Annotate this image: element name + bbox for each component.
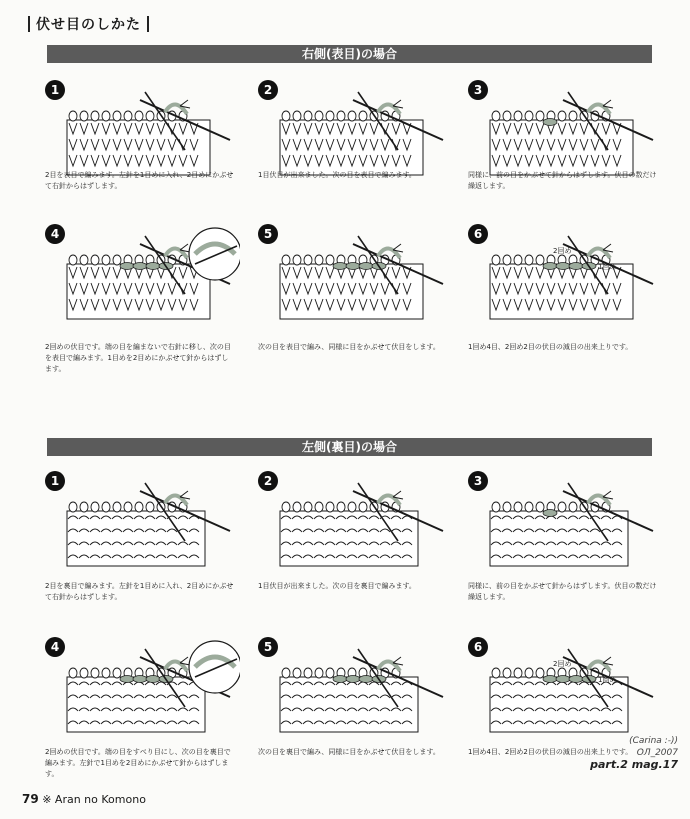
page-number: 79 — [22, 792, 39, 806]
credit-watermark — [590, 735, 678, 771]
knitting-illustration — [45, 637, 240, 752]
step-number-badge: 6 — [468, 224, 488, 244]
step-caption: 1回め4目、2回め2目の伏目の減目の出来上りです。 — [468, 343, 633, 351]
magazine-name: Aran no Komono — [54, 793, 146, 806]
step-number-badge: 3 — [468, 80, 488, 100]
knitting-illustration — [258, 224, 453, 339]
title-bar-left — [28, 16, 30, 32]
step-caption: 次の目を裏目で編み、同様に目をかぶせて伏目をします。 — [258, 748, 440, 756]
step-number-badge: 2 — [258, 471, 278, 491]
step-number-badge: 2 — [258, 80, 278, 100]
title-bar-right — [147, 16, 149, 32]
credit-line-2: ОЛ_2007 — [636, 748, 678, 758]
footer — [22, 792, 146, 806]
knitting-illustration — [468, 224, 663, 339]
step-number-badge: 4 — [45, 224, 65, 244]
step-caption: 2回めの伏目です。端の目を編まないで右針に移し、次の目を表目で編みます。1目めを2目めにかぶせて針からはずします。 — [45, 343, 231, 373]
page-title-text: 伏せ目のしかた — [36, 17, 141, 33]
decrease-label: 2回め — [553, 660, 572, 668]
step-number-badge: 1 — [45, 80, 65, 100]
step-caption: 1目伏目が出来ました。次の目を裏目で編みます。 — [258, 582, 416, 590]
section-header-left: 左側(裏目)の場合 — [47, 438, 652, 456]
credit-line-1: (Carina :-)) — [629, 736, 678, 746]
step-caption: 次の目を表目で編み、同様に目をかぶせて伏目をします。 — [258, 343, 440, 351]
step-caption: 2回めの伏目です。端の目をすべり目にし、次の目を裏目で編みます。左針で1目めを2目めにかぶせて針からはずします。 — [45, 748, 231, 778]
footer-separator: ※ — [42, 793, 52, 806]
decrease-label: 1回め — [598, 263, 617, 271]
step-number-badge: 6 — [468, 637, 488, 657]
knitting-illustration — [45, 471, 240, 586]
section-header-right: 右側(表目)の場合 — [47, 45, 652, 63]
step-number-badge: 5 — [258, 224, 278, 244]
step-caption: 1回め4目、2回め2目の伏目の減目の出来上りです。 — [468, 748, 633, 756]
knitting-illustration — [468, 471, 663, 586]
step-number-badge: 4 — [45, 637, 65, 657]
decrease-label: 2回め — [553, 247, 572, 255]
step-caption: 2目を表目で編みます。左針を1目めに入れ、2目めにかぶせて右針からはずします。 — [45, 171, 234, 190]
knitting-illustration — [258, 637, 453, 752]
step-number-badge: 1 — [45, 471, 65, 491]
step-caption: 1目伏目が出来ました。次の目を表目で編みます。 — [258, 171, 416, 179]
knitting-illustration — [45, 224, 240, 339]
credit-line-3: part.2 mag.17 — [590, 758, 678, 771]
decrease-label: 1回め — [598, 676, 617, 684]
knitting-illustration — [258, 471, 453, 586]
step-number-badge: 3 — [468, 471, 488, 491]
step-caption: 同様に、前の目をかぶせて針からはずします。伏目の数だけ繰返します。 — [468, 171, 657, 190]
step-caption: 2目を裏目で編みます。左針を1目めに入れ、2目めにかぶせて右針からはずします。 — [45, 582, 234, 601]
step-number-badge: 5 — [258, 637, 278, 657]
step-caption: 同様に、前の目をかぶせて針からはずします。伏目の数だけ繰返します。 — [468, 582, 657, 601]
page-title — [22, 14, 155, 34]
